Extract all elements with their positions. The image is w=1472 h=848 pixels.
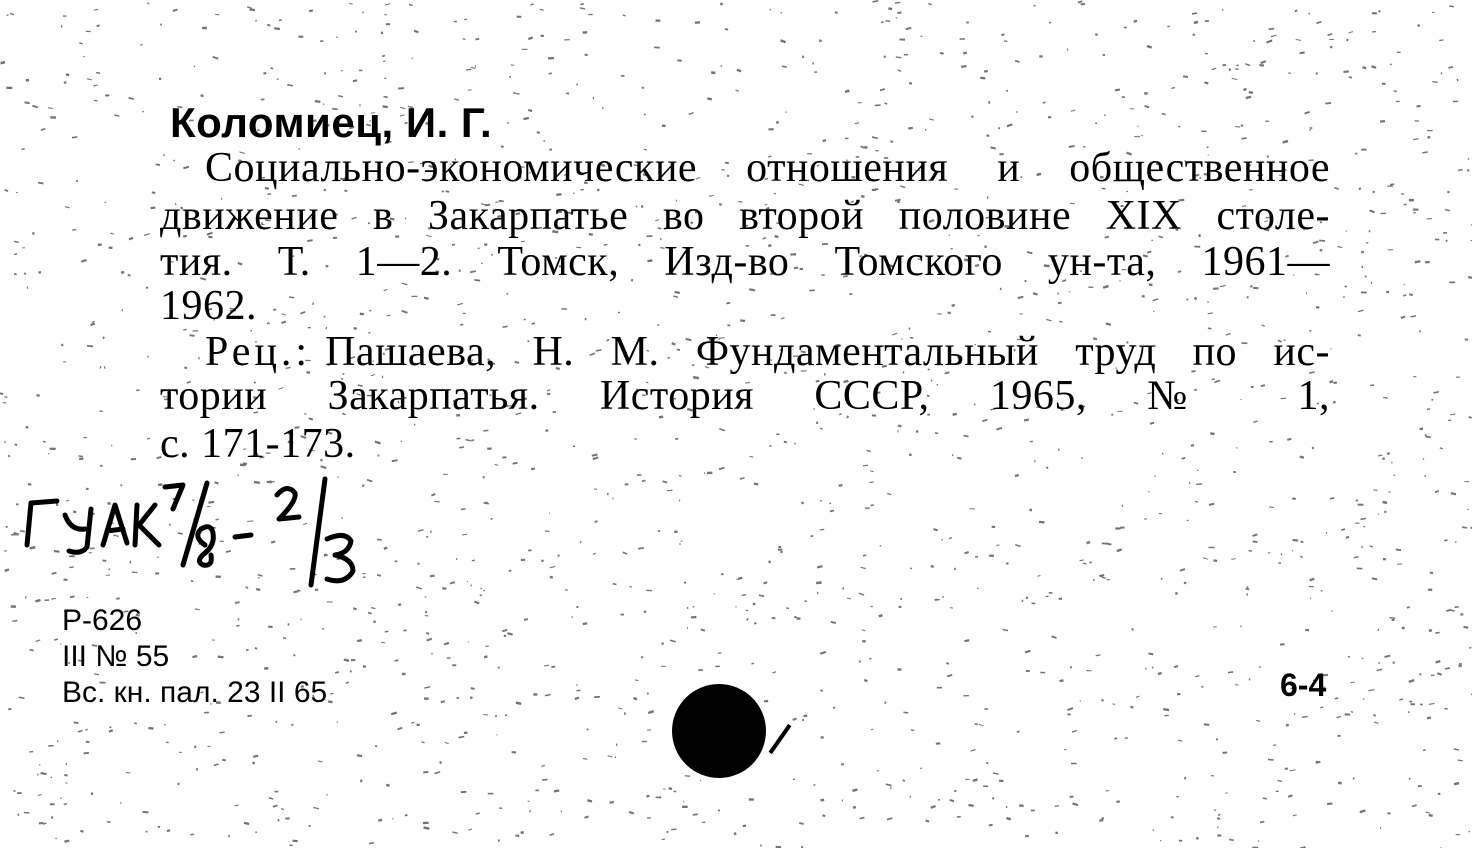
stamp-line-2: III № 55 (62, 640, 170, 673)
handwritten-shelf-code (15, 475, 385, 595)
stamp-line-3: Вс. кн. пал. 23 II 65 (62, 676, 328, 709)
review-line-2: тории Закарпатья. История СССР, 1965, № 1, (160, 373, 1330, 419)
review-label: Рец.: (205, 329, 312, 375)
stamp-line-1: Р-626 (62, 604, 143, 637)
title-line-3: тия. Т. 1—2. Томск, Изд-во Томского ун-та, 1961— (160, 239, 1330, 285)
title-line-4: 1962. (160, 283, 257, 329)
title-line-2: движение в Закарпатье во второй половине XIX столе- (160, 193, 1330, 239)
review-text-1: Пашаева, Н. М. Фундаментальный труд по ис- (325, 329, 1330, 375)
review-line-3: с. 171-173. (160, 421, 356, 467)
punch-hole (672, 684, 766, 778)
author-heading: Коломиец, И. Г. (170, 99, 493, 146)
review-line-1 (205, 327, 1330, 377)
shelf-mark: 6-4 (1280, 667, 1327, 703)
title-line-1: Социально-экономические отношения и общественное (205, 145, 1330, 191)
